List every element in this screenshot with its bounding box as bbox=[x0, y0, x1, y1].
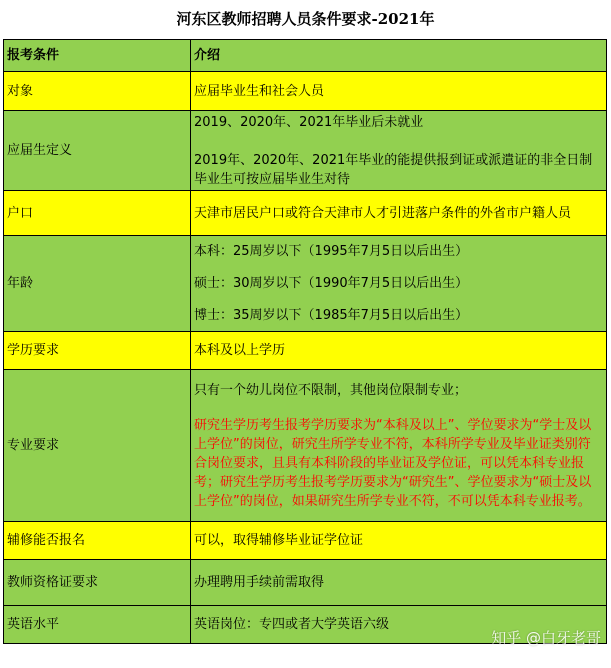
row-value-english: 英语岗位：专四或者大学英语六级 bbox=[191, 606, 607, 644]
table-row bbox=[4, 370, 607, 522]
table-row bbox=[4, 72, 607, 111]
age-master: 硕士：30周岁以下（1990年7月5日以后出生） bbox=[194, 276, 469, 291]
row-label-hukou: 户口 bbox=[4, 191, 191, 236]
major-line-1: 只有一个幼儿岗位不限制，其他岗位限制专业； bbox=[194, 382, 468, 398]
row-value-minor: 可以，取得辅修毕业证学位证 bbox=[191, 522, 607, 560]
table-header-row bbox=[4, 40, 607, 72]
age-doctor: 博士：35周岁以下（1985年7月5日以后出生） bbox=[194, 308, 469, 323]
row-label-target: 对象 bbox=[4, 72, 191, 111]
row-value-hukou: 天津市居民户口或符合天津市人才引进落户条件的外省市户籍人员 bbox=[191, 191, 607, 236]
table-row bbox=[4, 191, 607, 236]
table-row bbox=[4, 522, 607, 560]
page-title: 河东区教师招聘人员条件要求-2021年 bbox=[176, 10, 435, 28]
age-bachelor: 本科：25周岁以下（1995年7月5日以后出生） bbox=[194, 244, 469, 259]
row-value-education: 本科及以上学历 bbox=[191, 332, 607, 370]
row-label-teacher-cert: 教师资格证要求 bbox=[4, 560, 191, 606]
graduate-definition-line-1: 2019、2020年、2021年毕业后未就业 bbox=[194, 114, 424, 130]
row-value-graduate-definition bbox=[191, 111, 607, 191]
requirements-table bbox=[3, 39, 607, 644]
row-label-education: 学历要求 bbox=[4, 332, 191, 370]
table-row bbox=[4, 332, 607, 370]
row-value-teacher-cert: 办理聘用手续前需取得 bbox=[191, 560, 607, 606]
table-row bbox=[4, 236, 607, 332]
row-value-target: 应届毕业生和社会人员 bbox=[191, 72, 607, 111]
major-line-2: 研究生学历考生报考学历要求为“本科及以上”、学位要求为“学士及以上学位”的岗位，研究生所学专业不符，本科所学专业及毕业证类别符合岗位要求，且具有本科阶段的毕业证及学位证，可以凭本科专业报考；研究生学历考生报考学历要求为“研究生”、学位要求为“硕士及以上学位”的岗位，如果研究生所学专业不符，不可以凭本科专业报考。 bbox=[194, 417, 592, 509]
header-intro: 介绍 bbox=[191, 40, 607, 72]
row-label-minor: 辅修能否报名 bbox=[4, 522, 191, 560]
graduate-definition-line-2: 2019年、2020年、2021年毕业的能提供报到证或派遣证的非全日制毕业生可按应届毕业生对待 bbox=[194, 152, 593, 187]
row-label-major: 专业要求 bbox=[4, 370, 191, 522]
row-value-major bbox=[191, 370, 607, 522]
row-label-english: 英语水平 bbox=[4, 606, 191, 644]
row-value-age bbox=[191, 236, 607, 332]
watermark: 知乎 @白牙老哥 bbox=[491, 629, 601, 647]
table-row bbox=[4, 111, 607, 191]
row-label-age: 年龄 bbox=[4, 236, 191, 332]
header-condition: 报考条件 bbox=[4, 40, 191, 72]
table-row bbox=[4, 560, 607, 606]
row-label-graduate-definition: 应届生定义 bbox=[4, 111, 191, 191]
